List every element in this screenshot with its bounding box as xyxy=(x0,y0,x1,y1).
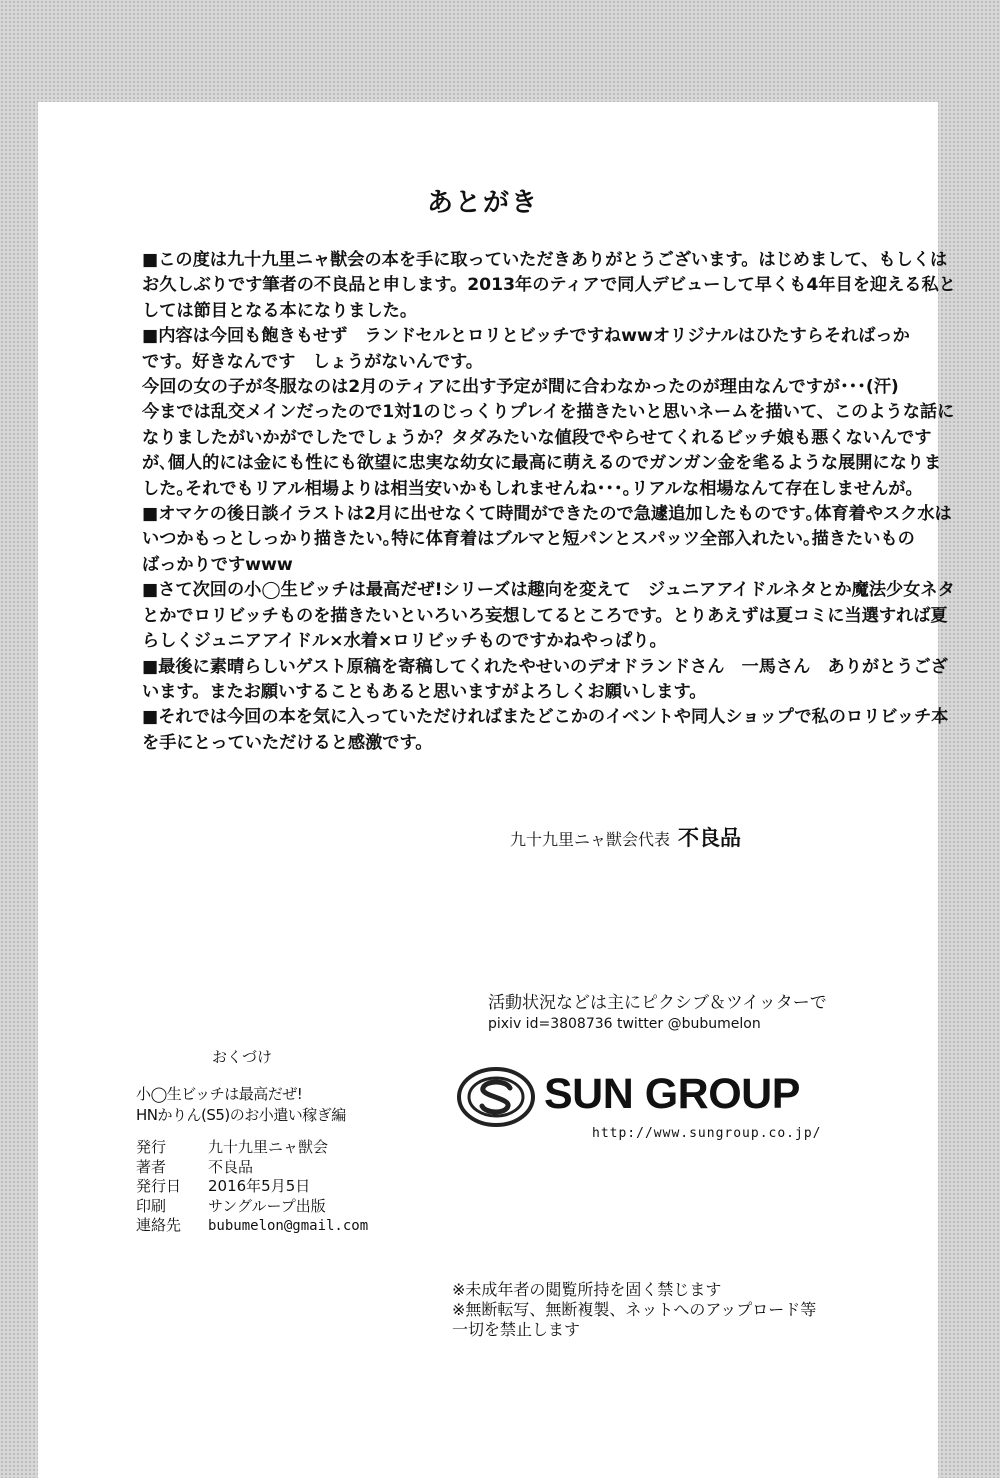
body-line: しては節目となる本になりました。 xyxy=(142,300,418,321)
document-page xyxy=(38,102,956,1478)
body-line: なりましたがいかがでしたでしょうか？タダみたいな値段でやらせてくれるビッチ娘も悪くないんです xyxy=(142,427,932,448)
body-line: ばっかりですwww xyxy=(142,554,293,575)
book-title-line-2: HNかりん(S5)のお小遣い稼ぎ編 xyxy=(136,1106,346,1124)
colophon-label: 発行日 xyxy=(136,1177,182,1195)
colophon-row xyxy=(136,1158,368,1178)
body-line: ■最後に素晴らしいゲスト原稿を寄稿してくれたやせいのデオドランドさん 一馬さん ありがとうござ xyxy=(142,656,948,677)
social-info xyxy=(488,992,827,1034)
colophon-row xyxy=(136,1177,368,1197)
notice-line: ※無断転写、無断複製、ネットへのアップロード等 xyxy=(452,1300,817,1319)
colophon-book-title xyxy=(136,1084,346,1126)
colophon-value: 2016年5月5日 xyxy=(208,1177,311,1195)
signature xyxy=(510,822,741,852)
social-caption: 活動状況などは主にピクシブ＆ツイッターで xyxy=(488,993,827,1013)
logo-url: http://www.sungroup.co.jp/ xyxy=(592,1126,822,1141)
body-line: います。またお願いすることもあると思いますがよろしくお願いします。 xyxy=(142,681,707,702)
body-line: が､個人的には金にも性にも欲望に忠実な幼女に最高に萌えるのでガンガン金を毟るような展開になりま xyxy=(142,453,942,474)
signature-author: 不良品 xyxy=(678,826,742,850)
book-title-line-1: 小◯生ビッチは最高だぜ! xyxy=(136,1085,303,1103)
body-line: です。好きなんです しょうがないんです。 xyxy=(142,351,483,372)
colophon-table xyxy=(136,1138,368,1237)
sun-group-emblem-icon xyxy=(456,1066,536,1128)
colophon-value: 不良品 xyxy=(208,1157,254,1176)
body-line: 今までは乱交メインだったので1対1のじっくりプレイを描きたいと思いネームを描いて、このような話に xyxy=(142,402,955,423)
body-line: お久しぶりです筆者の不良品と申します。2013年のティアで同人デビューして早くも4年目を迎える私と xyxy=(142,275,956,296)
sun-group-logo xyxy=(456,1064,876,1146)
body-line: した｡それでもリアル相場よりは相当安いかもしれませんね･･･｡リアルな相場なんて存在しませんが｡ xyxy=(142,478,915,499)
colophon-value: サングループ出版 xyxy=(208,1196,326,1215)
body-line: ■それでは今回の本を気に入っていただければまたどこかのイベントや同人ショップで私のロリビッチ本 xyxy=(142,707,949,728)
colophon-label: 著者 xyxy=(136,1157,167,1176)
social-ids: pixiv id=3808736 twitter @bubumelon xyxy=(488,1016,761,1032)
logo-wordmark: SUN GROUP xyxy=(544,1070,800,1118)
colophon-label: 印刷 xyxy=(136,1196,167,1215)
colophon-row xyxy=(136,1197,368,1217)
colophon-row xyxy=(136,1138,368,1158)
body-line: いつかもっとしっかり描きたい｡特に体育着はブルマと短パンとスパッツ全部入れたい｡描きたいもの xyxy=(142,529,915,550)
page-title: あとがき xyxy=(426,188,539,218)
body-line: ■さて次回の小◯生ビッチは最高だぜ!シリーズは趣向を変えて ジュニアアイドルネタとか魔法少女ネタ xyxy=(142,580,955,601)
colophon-heading: おくづけ xyxy=(212,1048,273,1066)
signature-circle: 九十九里ニャ獣会代表 xyxy=(510,830,671,849)
notice-line: ※未成年者の閲覧所持を固く禁じます xyxy=(452,1280,722,1299)
body-line: を手にとっていただけると感激です。 xyxy=(142,732,433,753)
colophon-label: 連絡先 xyxy=(136,1216,182,1234)
body-line: ■オマケの後日談イラストは2月に出せなくて時間ができたので急遽追加したものです｡体育着やスク水は xyxy=(142,504,952,525)
notices xyxy=(452,1280,816,1340)
colophon-value: 九十九里ニャ獣会 xyxy=(208,1138,329,1156)
colophon-value: bubumelon@gmail.com xyxy=(208,1218,369,1234)
body-line: ■内容は今回も飽きもせず ランドセルとロリとビッチですねwwオリジナルはひたすらそればっか xyxy=(142,326,910,347)
body-line: とかでロリビッチものを描きたいといろいろ妄想してるところです。とりあえずは夏コミに当選すれば夏 xyxy=(142,605,948,626)
afterword-body xyxy=(142,248,956,756)
notice-line: 一切を禁止します xyxy=(452,1320,581,1339)
body-line: 今回の女の子が冬服なのは2月のティアに出す予定が間に合わなかったのが理由なんですが･･･(汗) xyxy=(142,377,899,398)
colophon-label: 発行 xyxy=(136,1138,167,1156)
body-line: らしくジュニアアイドル×水着×ロリビッチものですかねやっぱり。 xyxy=(142,631,667,652)
body-line: ■この度は九十九里ニャ獣会の本を手に取っていただきありがとうございます。はじめまして、もしくは xyxy=(142,250,948,270)
colophon-row xyxy=(136,1216,368,1237)
